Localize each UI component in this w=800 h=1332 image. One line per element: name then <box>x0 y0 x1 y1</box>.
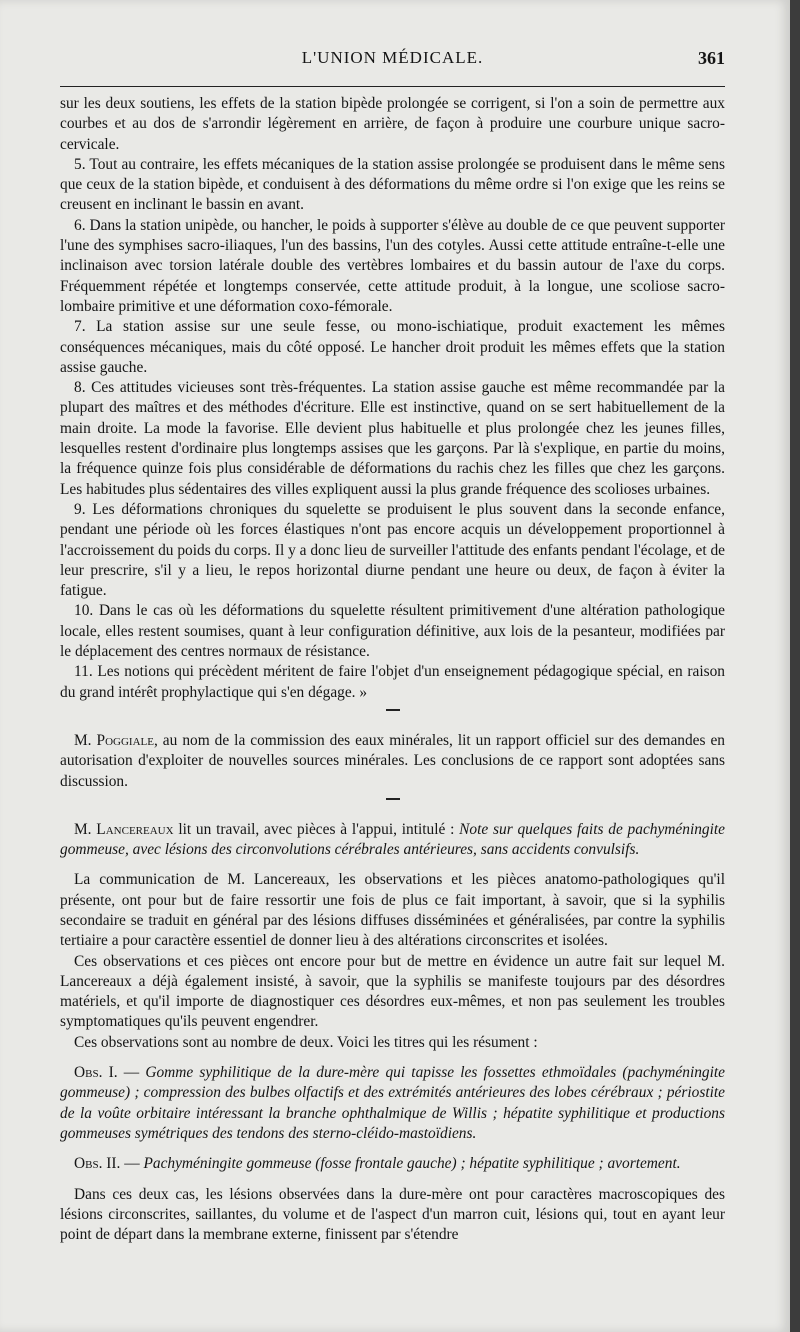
lancereaux-paragraph <box>60 820 725 861</box>
paragraph-9: 9. Les déformations chroniques du squelette se produisent le plus souvent dans la seconde enfance, pendant une période où les forces élastiques n'ont pas encore acquis un développement proportionnel à l'accroissement du poids du corps. Il y a donc lieu de surveiller l'attitude des enfants pendant l'écolage, et de leur prescrire, s'il y a lieu, le repos horizontal diurne pendant une heure ou deux, de façon à éviter la fatigue. <box>60 500 725 600</box>
observations-count-paragraph: Ces observations sont au nombre de deux. Voici les titres qui les résument : <box>74 1033 538 1051</box>
spacer <box>60 1144 725 1154</box>
observation-1 <box>60 1063 725 1144</box>
communication-title: Note sur quelques faits de pachyméningite gommeuse, avec lésions des circonvolutions cérébrales antérieures, sans accidents convulsifs. <box>60 820 725 859</box>
paragraph-8: 8. Ces attitudes vicieuses sont très-fréquentes. La station assise gauche est même recommandée par la plupart des maîtres et des méthodes d'écriture. Elle est instinctive, quand on se sert habituellement de la main droite. La mode la favorise. Elle devient plus habituelle et plus prolongée chez les jeunes filles, lesquelles restent d'ordinaire plus longtemps assises que les garçons. Par là s'explique, en partie du moins, la fréquence quinze fois plus considérable de déformations du rachis chez les filles que chez les garçons. Les habitudes plus sédentaires des villes expliquent aussi la plus grande fréquence des scolioses urbaines. <box>60 379 725 498</box>
page-number: 361 <box>698 48 725 68</box>
header-rule <box>60 86 725 87</box>
paragraph-10: 10. Dans le cas où les déformations du squelette résultent primitivement d'une altération pathologique locale, elles restent soumises, quant à leur configuration définitive, aux lois de la pesanteur, modifiées par le déplacement des centres normaux de résistance. <box>60 602 725 661</box>
observation-text: Gomme syphilitique de la dure-mère qui tapisse les fossettes ethmoïdales (pachyméningite gommeuse) ; compression des bulbes olfactifs et des extrémités antérieures des lobes cérébraux ; périostite de la voûte orbitaire intéressant la branche ophthalmique de Willis ; hépatite syphilitique et productions gommeuses symétriques des tendons des sterno-cléido-mastoïdiens. <box>60 1064 725 1142</box>
paragraph-6: 6. Dans la station unipède, ou hancher, le poids à supporter s'élève au double de ce que peuvent supporter l'une des symphises sacro-iliaques, l'un des bassins, l'un des cotyles. Aussi cette attitude entraîne-t-elle une inclinaison avec torsion latérale double des vertèbres lombaires et du bassin autour de l'axe du corps. Fréquemment répétée et longtemps conservée, cette attitude produit, à la longue, une scoliose sacro-lombaire primitive et une déformation coxo-fémorale. <box>60 216 725 315</box>
poggiale-paragraph <box>60 731 725 792</box>
observation-label: Obs. II. — <box>74 1155 140 1173</box>
observations-purpose-paragraph: Ces observations et ces pièces ont encore pour but de mettre en évidence un autre fait sur lequel M. Lancereaux a déjà également insisté, à savoir, que la syphilis se manifeste toujours par des désordres matériels, et qu'il importe de diagnostiquer ces désordres eux-mêmes, et non pas seulement les troubles symptomatiques qu'ils peuvent engendrer. <box>60 952 725 1031</box>
paragraph-11: 11. Les notions qui précèdent méritent de faire l'objet d'un enseignement pédagogique spécial, en raison du grand intérêt prophylactique qui s'en dégage. » <box>60 663 725 701</box>
section-separator <box>386 798 400 810</box>
binding-edge <box>790 0 800 1332</box>
paragraph-7: 7. La station assise sur une seule fesse, ou mono-ischiatique, produit exactement les mêmes conséquences mécaniques, mais du côté opposé. Le hancher droit produit les mêmes effets que la station assise gauche. <box>60 318 725 376</box>
spacer <box>60 1053 725 1063</box>
spacer <box>60 1175 725 1185</box>
paragraph-5: 5. Tout au contraire, les effets mécaniques de la station assise prolongée se produisent dans le même sens que ceux de la station bipède, et conduisent à des déformations du même ordre si l'on exige que les reins se creusent en inclinant le bassin en avant. <box>60 155 725 214</box>
lancereaux-text: lit un travail, avec pièces à l'appui, intitulé : <box>173 820 460 838</box>
speaker-name: M. Poggiale <box>74 731 154 749</box>
speaker-name: M. Lancereaux <box>74 820 174 838</box>
observation-label: Obs. I. — <box>74 1064 140 1082</box>
section-separator <box>386 709 400 721</box>
final-paragraph: Dans ces deux cas, les lésions observées dans la dure-mère ont pour caractères macroscopiques des lésions circonscrites, saillantes, du volume et de l'aspect d'un marron cuit, lésions qui, tout en ayant leur point de départ dans la membrane externe, finissent par s'étendre <box>60 1185 725 1244</box>
observation-text: Pachyméningite gommeuse (fosse frontale gauche) ; hépatite syphilitique ; avortement. <box>143 1155 681 1173</box>
paragraph-continued: sur les deux soutiens, les effets de la station bipède prolongée se corrigent, si l'on a soin de permettre aux courbes et au dos de s'arrondir légèrement en arrière, de façon à produire une courbure unique sacro-cervicale. <box>60 95 725 153</box>
page-header <box>60 48 725 78</box>
communication-paragraph: La communication de M. Lancereaux, les observations et les pièces anatomo-pathologiques qu'il présente, ont pour but de faire ressortir une fois de plus ce fait important, à savoir, que si la syphilis secondaire se traduit en général par des lésions diffuses disséminées et généralisées, par contre la syphilis tertiaire a pour caractère essentiel de donner lieu à des altérations circonscrites et isolées. <box>60 871 725 950</box>
running-title: L'UNION MÉDICALE. <box>301 48 484 67</box>
poggiale-text: , au nom de la commission des eaux minérales, lit un rapport officiel sur des demandes en autorisation d'exploiter de nouvelles sources minérales. Les conclusions de ce rapport sont adoptées sans discussion. <box>60 731 725 790</box>
observation-2 <box>60 1154 725 1174</box>
spacer <box>60 860 725 870</box>
article-body <box>60 94 725 1245</box>
